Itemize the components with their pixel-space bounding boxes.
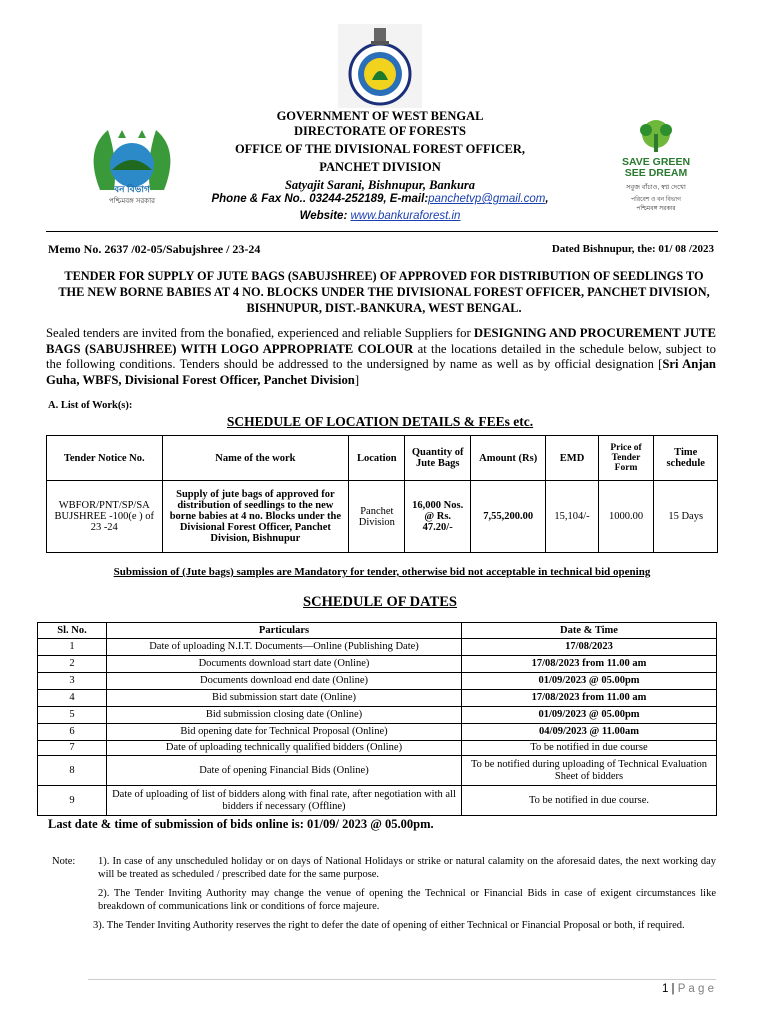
memo-date: Dated Bishnupur, the: 01/ 08 /2023: [551, 243, 714, 255]
schedule-location-heading: SCHEDULE OF LOCATION DETAILS & FEEs etc.: [226, 414, 534, 429]
cell-quantity: 16,000 Nos. @ Rs. 47.20/-: [405, 481, 471, 553]
date-cell: 17/08/2023 from 11.00 am: [462, 656, 717, 673]
website-link[interactable]: www.bankuraforest.in: [350, 210, 461, 222]
cell-location: Panchet Division: [349, 481, 405, 553]
page-number: 1: [661, 983, 669, 995]
th-date-time: Date & Time: [462, 623, 717, 639]
cell-time: 15 Days: [654, 481, 718, 553]
th-price: Price of Tender Form: [598, 436, 654, 481]
header-line4: PANCHET DIVISION: [319, 160, 441, 174]
sl-cell: 1: [38, 639, 107, 656]
location-table: [46, 435, 718, 553]
forest-department-logo: [78, 110, 186, 212]
sl-cell: 5: [38, 707, 107, 724]
right-logo-line1: SAVE GREEN: [621, 156, 691, 168]
intro-p1: Sealed tenders are invited from the bonafied, experienced and reliable Suppliers for: [46, 326, 474, 340]
particular-cell: Date of uploading of list of bidders along with final rate, after negotiation with all bidders if necessary (Offline): [107, 786, 462, 816]
location-table-header: [47, 436, 718, 481]
table-row: [38, 786, 717, 816]
table-row: [38, 756, 717, 786]
intro-p4: Sri Anjan Guha, WBFS, Divisional Forest Officer, Panchet Division: [46, 357, 716, 387]
particular-cell: Documents download start date (Online): [107, 656, 462, 673]
right-logo-line4: পরিবেশ ও বন বিভাগ: [631, 197, 681, 203]
header-address: Satyajit Sarani, Bishnupur, Bankura: [284, 178, 476, 192]
header-website: [180, 210, 580, 222]
sl-cell: 6: [38, 724, 107, 741]
left-logo-text2: পশ্চিমবঙ্গ সরকার: [109, 198, 155, 205]
table-row: [38, 707, 717, 724]
intro-p2: DESIGNING AND PROCUREMENT JUTE BAGS (SABUJSHREE) WITH LOGO APPROPRIATE COLOUR: [46, 326, 716, 356]
sl-cell: 8: [38, 756, 107, 786]
sl-cell: 9: [38, 786, 107, 816]
table-row: [38, 741, 717, 756]
email-link[interactable]: panchetvp@gmail.com: [428, 193, 546, 205]
date-cell: 17/08/2023: [462, 639, 717, 656]
sl-cell: 7: [38, 741, 107, 756]
page-word: P a g e: [677, 983, 714, 995]
page-separator: |: [668, 983, 678, 995]
date-cell: 17/08/2023 from 11.00 am: [462, 690, 717, 707]
table-row: [38, 656, 717, 673]
note-3: 3). The Tender Inviting Authority reserves the right to defer the date of opening of either Technical or Financial Proposal or both, if required.: [93, 920, 685, 931]
last-date-text: Last date & time of submission of bids online is: 01/09/ 2023 @ 05.00pm.: [48, 817, 434, 831]
cell-notice: WBFOR/PNT/SP/SA BUJSHREE -100(e ) of 23 -24: [47, 481, 163, 553]
date-cell: 01/09/2023 @ 05.00pm: [462, 707, 717, 724]
particular-cell: Bid submission start date (Online): [107, 690, 462, 707]
date-cell: To be notified in due course: [462, 741, 717, 756]
th-particulars: Particulars: [107, 623, 462, 639]
save-green-logo: [620, 116, 692, 216]
location-table-row: [47, 481, 718, 553]
website-label: Website:: [299, 210, 351, 222]
th-sl: Sl. No.: [38, 623, 107, 639]
right-logo-line5: পশ্চিমবঙ্গ সরকার: [636, 206, 676, 212]
left-logo-text1: বন বিভাগ: [114, 184, 150, 194]
sl-cell: 3: [38, 673, 107, 690]
th-amount: Amount (Rs): [470, 436, 545, 481]
particular-cell: Bid opening date for Technical Proposal (Online): [107, 724, 462, 741]
th-quantity: Quantity of Jute Bags: [405, 436, 471, 481]
page-footer: [662, 983, 714, 995]
th-tender-notice: Tender Notice No.: [47, 436, 163, 481]
note-2: 2). The Tender Inviting Authority may change the venue of opening the Technical or Financial Bids in case of exigent circumstances like breakdown of communications link or conditions of force majeure.: [98, 888, 716, 912]
table-row: [38, 690, 717, 707]
right-logo-line2: SEE DREAM: [624, 167, 688, 179]
phone-text: Phone & Fax No.. 03244-252189, E-mail:: [211, 193, 429, 205]
footer-divider: [88, 979, 716, 980]
header-contact: [180, 193, 580, 205]
table-row: [38, 724, 717, 741]
note-label: Note:: [52, 856, 76, 867]
date-cell: 01/09/2023 @ 05.00pm: [462, 673, 717, 690]
th-name-of-work: Name of the work: [162, 436, 349, 481]
header-divider: [46, 231, 718, 232]
table-row: [38, 639, 717, 656]
intro-paragraph: [46, 326, 716, 388]
cell-emd: 15,104/-: [546, 481, 598, 553]
th-time: Time schedule: [654, 436, 718, 481]
dates-table: [37, 622, 717, 816]
particular-cell: Bid submission closing date (Online): [107, 707, 462, 724]
dates-table-header: [38, 623, 717, 639]
table-row: [38, 673, 717, 690]
list-of-works-label: A. List of Work(s):: [48, 400, 133, 411]
samples-note: Submission of (Jute bags) samples are Mandatory for tender, otherwise bid not acceptable in technical bid opening: [113, 566, 651, 578]
th-emd: EMD: [546, 436, 598, 481]
particular-cell: Date of uploading technically qualified bidders (Online): [107, 741, 462, 756]
particular-cell: Date of opening Financial Bids (Online): [107, 756, 462, 786]
cell-price: 1000.00: [598, 481, 654, 553]
sl-cell: 4: [38, 690, 107, 707]
intro-p5: ]: [354, 372, 360, 387]
note-1: 1). In case of any unscheduled holiday or on days of National Holidays or strike or natural calamity on the aforesaid dates, the next working day will be treated as scheduled / prescribed date for the same purpose.: [98, 856, 716, 880]
intro-p3: at the locations detailed in the schedule below, subject to the following conditions. Tenders should be addressed to the undersigned by name as well as by official designation [: [46, 341, 716, 371]
cell-work: Supply of jute bags of approved for distribution of seedlings to the new borne babies at 4 no. Blocks under the Divisional Forest Officer, Panchet Division, Bishnupur: [162, 481, 349, 553]
memo-number: Memo No. 2637 /02-05/Sabujshree / 23-24: [48, 242, 261, 256]
right-logo-line3: সবুজ বাঁচাও, স্বপ্ন দেখো: [626, 184, 686, 191]
header-line2: DIRECTORATE OF FORESTS: [293, 124, 467, 138]
date-cell: To be notified during uploading of Technical Evaluation Sheet of bidders: [462, 756, 717, 786]
schedule-dates-heading: SCHEDULE OF DATES: [303, 594, 457, 610]
cell-amount: 7,55,200.00: [470, 481, 545, 553]
date-cell: 04/09/2023 @ 11.00am: [462, 724, 717, 741]
particular-cell: Date of uploading N.I.T. Documents—Online (Publishing Date): [107, 639, 462, 656]
header-line3: OFFICE OF THE DIVISIONAL FOREST OFFICER,: [234, 142, 526, 156]
th-location: Location: [349, 436, 405, 481]
email-suffix: ,: [545, 193, 549, 205]
header-line1: GOVERNMENT OF WEST BENGAL: [276, 109, 484, 123]
particular-cell: Documents download end date (Online): [107, 673, 462, 690]
state-emblem-logo: [338, 24, 422, 108]
date-cell: To be notified in due course.: [462, 786, 717, 816]
tender-title: TENDER FOR SUPPLY OF JUTE BAGS (SABUJSHREE) OF APPROVED FOR DISTRIBUTION OF SEEDLINGS TO THE NEW BORNE BABIES AT 4 NO. BLOCKS UNDER THE DIVISIONAL FOREST OFFICER, PANCHET DIVISION, BISHNUPUR, DIST.-BANKURA, WEST BENGAL.: [58, 269, 710, 315]
sl-cell: 2: [38, 656, 107, 673]
